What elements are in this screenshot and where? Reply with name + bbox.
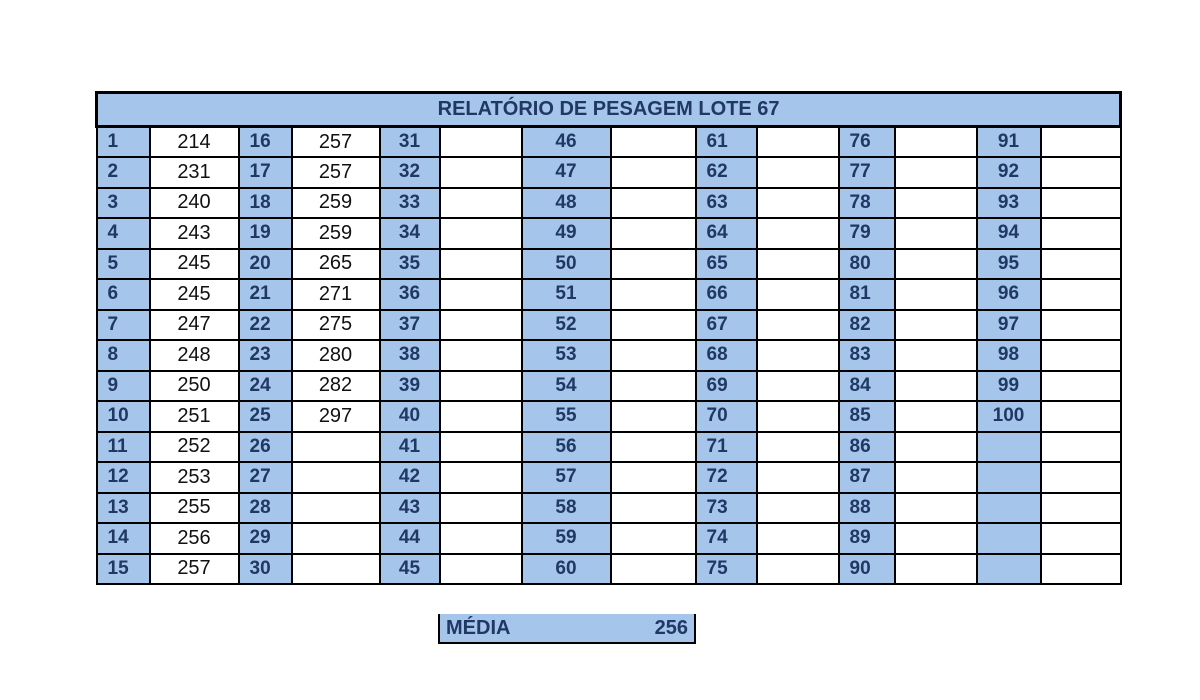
table-row	[97, 188, 1121, 219]
weight-cell	[757, 310, 839, 341]
weight-cell: 257	[292, 127, 380, 158]
item-number: 71	[696, 432, 757, 463]
item-number: 84	[839, 371, 895, 402]
item-number: 57	[522, 462, 611, 493]
weight-cell	[757, 188, 839, 219]
item-number: 87	[839, 462, 895, 493]
item-number: 48	[522, 188, 611, 219]
weight-cell: 275	[292, 310, 380, 341]
weight-cell: 252	[150, 432, 239, 463]
weighing-report	[95, 91, 1119, 614]
weight-cell	[1041, 554, 1121, 585]
weight-cell	[757, 340, 839, 371]
item-number: 73	[696, 493, 757, 524]
empty-number-cell	[977, 523, 1041, 554]
weight-cell	[440, 249, 522, 280]
item-number: 65	[696, 249, 757, 280]
weight-cell: 253	[150, 462, 239, 493]
weight-cell	[895, 340, 977, 371]
weight-cell: 247	[150, 310, 239, 341]
weight-cell	[611, 340, 696, 371]
weight-cell	[1041, 462, 1121, 493]
weight-cell	[1041, 279, 1121, 310]
weight-cell: 243	[150, 218, 239, 249]
item-number: 82	[839, 310, 895, 341]
item-number: 23	[239, 340, 292, 371]
item-number: 80	[839, 249, 895, 280]
weight-cell	[440, 554, 522, 585]
weight-cell	[440, 371, 522, 402]
weight-cell	[757, 371, 839, 402]
item-number: 49	[522, 218, 611, 249]
weight-cell	[895, 218, 977, 249]
table-row	[97, 340, 1121, 371]
item-number: 83	[839, 340, 895, 371]
weight-cell	[1041, 157, 1121, 188]
weight-cell	[611, 523, 696, 554]
weight-cell: 265	[292, 249, 380, 280]
weight-cell	[611, 432, 696, 463]
weight-cell	[757, 462, 839, 493]
item-number: 10	[97, 401, 150, 432]
weight-cell: 245	[150, 279, 239, 310]
weight-cell	[611, 188, 696, 219]
weight-cell	[1041, 432, 1121, 463]
weight-cell	[292, 523, 380, 554]
weight-cell	[1041, 340, 1121, 371]
table-row	[97, 401, 1121, 432]
weight-cell: 256	[150, 523, 239, 554]
item-number: 34	[380, 218, 440, 249]
item-number: 15	[97, 554, 150, 585]
item-number: 12	[97, 462, 150, 493]
item-number: 100	[977, 401, 1041, 432]
empty-number-cell	[977, 462, 1041, 493]
weight-cell	[440, 310, 522, 341]
weight-cell	[611, 127, 696, 158]
item-number: 8	[97, 340, 150, 371]
weight-cell	[611, 218, 696, 249]
weight-cell	[440, 127, 522, 158]
weight-cell: 255	[150, 493, 239, 524]
weight-cell	[757, 218, 839, 249]
item-number: 31	[380, 127, 440, 158]
item-number: 7	[97, 310, 150, 341]
weight-cell: 282	[292, 371, 380, 402]
weight-cell	[757, 157, 839, 188]
weight-cell	[895, 279, 977, 310]
item-number: 32	[380, 157, 440, 188]
weight-cell: 231	[150, 157, 239, 188]
weight-cell	[440, 493, 522, 524]
weight-cell	[895, 401, 977, 432]
item-number: 79	[839, 218, 895, 249]
item-number: 1	[97, 127, 150, 158]
item-number: 88	[839, 493, 895, 524]
weight-cell	[895, 523, 977, 554]
weight-cell	[757, 127, 839, 158]
item-number: 86	[839, 432, 895, 463]
weight-cell	[757, 279, 839, 310]
item-number: 53	[522, 340, 611, 371]
weight-cell	[1041, 310, 1121, 341]
item-number: 64	[696, 218, 757, 249]
weight-cell	[895, 432, 977, 463]
average-value: 256	[654, 616, 688, 639]
weight-cell	[757, 493, 839, 524]
weight-cell: 214	[150, 127, 239, 158]
item-number: 43	[380, 493, 440, 524]
weight-cell	[895, 493, 977, 524]
weight-cell	[1041, 371, 1121, 402]
weight-cell	[611, 371, 696, 402]
weight-cell: 259	[292, 188, 380, 219]
item-number: 90	[839, 554, 895, 585]
item-number: 50	[522, 249, 611, 280]
weight-cell: 248	[150, 340, 239, 371]
weight-cell	[1041, 523, 1121, 554]
item-number: 85	[839, 401, 895, 432]
empty-number-cell	[977, 432, 1041, 463]
weight-cell	[611, 554, 696, 585]
item-number: 17	[239, 157, 292, 188]
item-number: 61	[696, 127, 757, 158]
weight-cell	[757, 523, 839, 554]
weight-cell	[757, 401, 839, 432]
item-number: 38	[380, 340, 440, 371]
weight-cell	[611, 493, 696, 524]
item-number: 19	[239, 218, 292, 249]
item-number: 42	[380, 462, 440, 493]
weight-cell: 271	[292, 279, 380, 310]
item-number: 36	[380, 279, 440, 310]
item-number: 18	[239, 188, 292, 219]
item-number: 24	[239, 371, 292, 402]
item-number: 70	[696, 401, 757, 432]
weight-cell	[440, 462, 522, 493]
weight-cell	[895, 554, 977, 585]
weight-cell	[611, 462, 696, 493]
item-number: 77	[839, 157, 895, 188]
weight-cell	[611, 401, 696, 432]
item-number: 67	[696, 310, 757, 341]
item-number: 5	[97, 249, 150, 280]
item-number: 68	[696, 340, 757, 371]
item-number: 62	[696, 157, 757, 188]
item-number: 66	[696, 279, 757, 310]
weight-cell: 297	[292, 401, 380, 432]
item-number: 63	[696, 188, 757, 219]
item-number: 14	[97, 523, 150, 554]
weight-cell	[895, 188, 977, 219]
weight-cell	[611, 249, 696, 280]
weight-cell	[292, 462, 380, 493]
table-row	[97, 157, 1121, 188]
item-number: 72	[696, 462, 757, 493]
item-number: 11	[97, 432, 150, 463]
item-number: 37	[380, 310, 440, 341]
weight-cell	[292, 493, 380, 524]
item-number: 92	[977, 157, 1041, 188]
weight-cell: 251	[150, 401, 239, 432]
item-number: 9	[97, 371, 150, 402]
item-number: 75	[696, 554, 757, 585]
weight-cell	[757, 432, 839, 463]
item-number: 35	[380, 249, 440, 280]
weight-cell	[1041, 249, 1121, 280]
item-number: 20	[239, 249, 292, 280]
table-row	[97, 493, 1121, 524]
weight-cell	[895, 310, 977, 341]
empty-number-cell	[977, 554, 1041, 585]
table-row	[97, 310, 1121, 341]
item-number: 21	[239, 279, 292, 310]
table-row	[97, 279, 1121, 310]
item-number: 58	[522, 493, 611, 524]
weight-cell: 240	[150, 188, 239, 219]
item-number: 99	[977, 371, 1041, 402]
table-row	[97, 249, 1121, 280]
weight-cell: 257	[292, 157, 380, 188]
weight-cell: 259	[292, 218, 380, 249]
item-number: 46	[522, 127, 611, 158]
item-number: 40	[380, 401, 440, 432]
item-number: 2	[97, 157, 150, 188]
weight-cell	[895, 127, 977, 158]
weight-cell	[895, 157, 977, 188]
item-number: 56	[522, 432, 611, 463]
table-row	[97, 371, 1121, 402]
item-number: 91	[977, 127, 1041, 158]
weight-cell	[757, 554, 839, 585]
item-number: 6	[97, 279, 150, 310]
item-number: 51	[522, 279, 611, 310]
item-number: 59	[522, 523, 611, 554]
table-row	[97, 218, 1121, 249]
item-number: 4	[97, 218, 150, 249]
item-number: 97	[977, 310, 1041, 341]
weight-cell: 245	[150, 249, 239, 280]
item-number: 3	[97, 188, 150, 219]
item-number: 81	[839, 279, 895, 310]
item-number: 98	[977, 340, 1041, 371]
weight-cell	[440, 432, 522, 463]
item-number: 60	[522, 554, 611, 585]
item-number: 94	[977, 218, 1041, 249]
item-number: 89	[839, 523, 895, 554]
weight-cell: 250	[150, 371, 239, 402]
weight-cell	[440, 157, 522, 188]
item-number: 13	[97, 493, 150, 524]
item-number: 44	[380, 523, 440, 554]
weight-cell	[1041, 401, 1121, 432]
item-number: 28	[239, 493, 292, 524]
weight-cell	[1041, 127, 1121, 158]
item-number: 93	[977, 188, 1041, 219]
item-number: 74	[696, 523, 757, 554]
item-number: 55	[522, 401, 611, 432]
weight-cell	[440, 340, 522, 371]
weight-cell	[611, 279, 696, 310]
item-number: 45	[380, 554, 440, 585]
item-number: 29	[239, 523, 292, 554]
weight-cell	[440, 218, 522, 249]
weight-cell: 257	[150, 554, 239, 585]
table-row	[97, 554, 1121, 585]
item-number: 54	[522, 371, 611, 402]
weight-cell	[1041, 493, 1121, 524]
weight-cell	[757, 249, 839, 280]
item-number: 47	[522, 157, 611, 188]
weight-cell	[440, 401, 522, 432]
weight-cell	[292, 554, 380, 585]
item-number: 33	[380, 188, 440, 219]
item-number: 76	[839, 127, 895, 158]
report-table	[95, 91, 1122, 585]
weight-cell: 280	[292, 340, 380, 371]
average-summary	[438, 614, 696, 644]
weight-cell	[292, 432, 380, 463]
weight-cell	[1041, 188, 1121, 219]
item-number: 96	[977, 279, 1041, 310]
report-title: RELATÓRIO DE PESAGEM LOTE 67	[97, 93, 1121, 127]
weight-cell	[611, 310, 696, 341]
item-number: 16	[239, 127, 292, 158]
item-number: 27	[239, 462, 292, 493]
item-number: 30	[239, 554, 292, 585]
weight-cell	[611, 157, 696, 188]
table-row	[97, 523, 1121, 554]
weight-cell	[895, 249, 977, 280]
average-label: MÉDIA	[446, 616, 511, 639]
item-number: 39	[380, 371, 440, 402]
weight-cell	[1041, 218, 1121, 249]
item-number: 78	[839, 188, 895, 219]
weight-cell	[895, 462, 977, 493]
table-row	[97, 462, 1121, 493]
item-number: 95	[977, 249, 1041, 280]
weight-cell	[440, 523, 522, 554]
item-number: 26	[239, 432, 292, 463]
weight-cell	[895, 371, 977, 402]
table-row	[97, 127, 1121, 158]
weight-cell	[440, 279, 522, 310]
empty-number-cell	[977, 493, 1041, 524]
weight-cell	[440, 188, 522, 219]
item-number: 22	[239, 310, 292, 341]
item-number: 69	[696, 371, 757, 402]
table-row	[97, 432, 1121, 463]
item-number: 41	[380, 432, 440, 463]
item-number: 52	[522, 310, 611, 341]
item-number: 25	[239, 401, 292, 432]
